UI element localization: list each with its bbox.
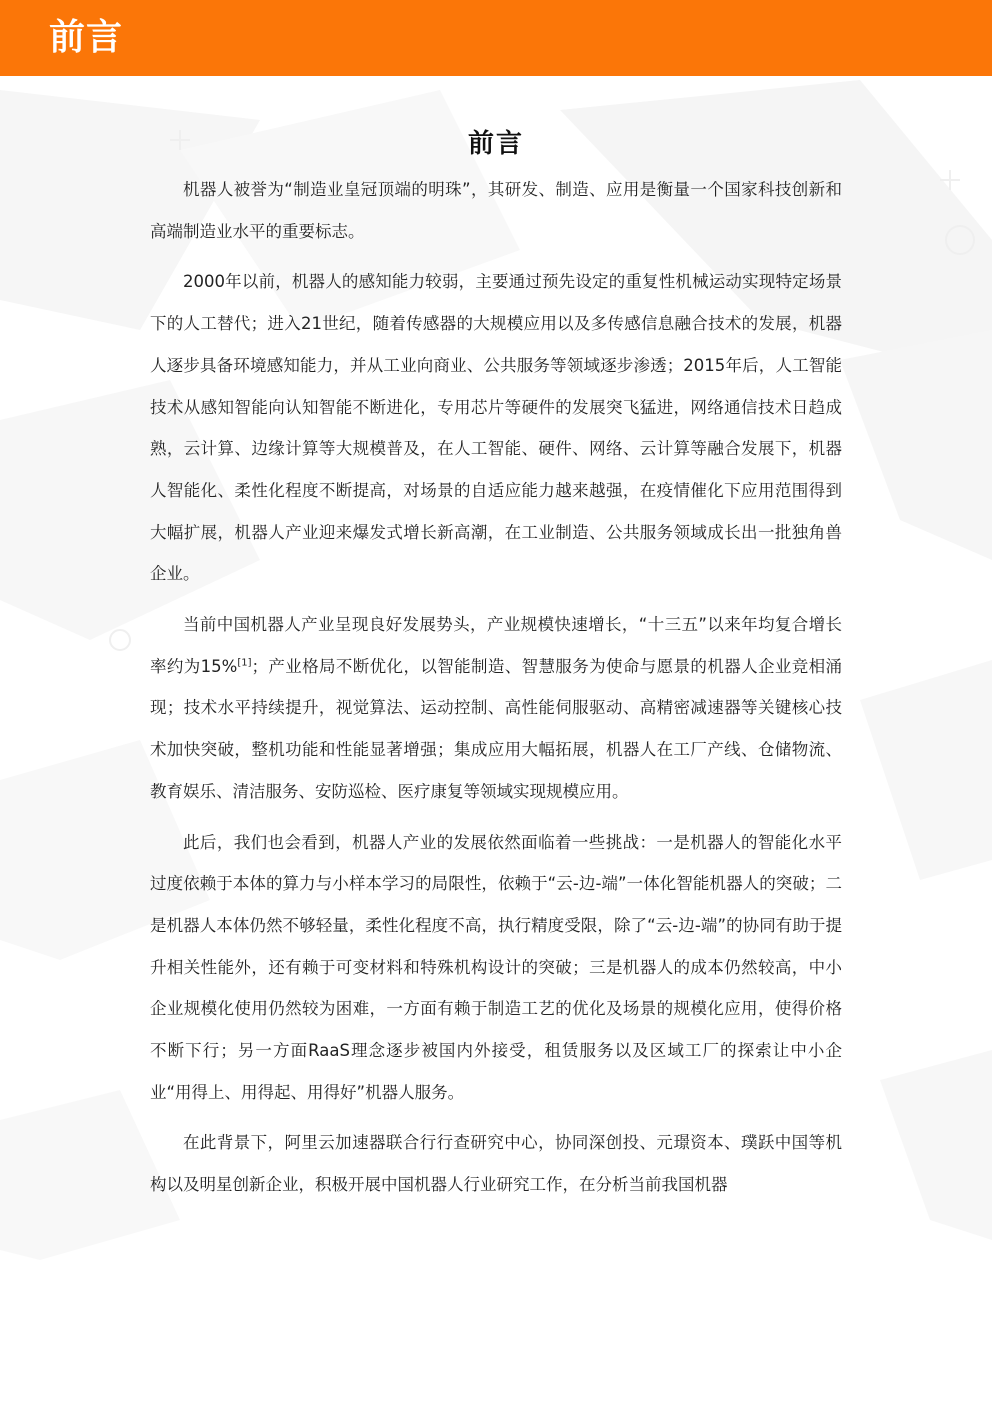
header-title: 前言 [49, 17, 124, 58]
document-title: 前言 [467, 129, 524, 159]
paragraph-background: 在此背景下，阿里云加速器联合行行查研究中心，协同深创投、元璟资本、璞跃中国等机构以及明星创新企业，积极开展中国机器人行业研究工作，在分析当前我国机器 [150, 1133, 842, 1195]
header-bar [0, 0, 992, 76]
paragraph-history: 2000年以前，机器人的感知能力较弱，主要通过预先设定的重复性机械运动实现特定场景下的人工替代；进入21世纪，随着传感器的大规模应用以及多传感信息融合技术的发展，机器人逐步具备环境感知能力，并从工业向商业、公共服务等领域逐步渗透；2015年后，人工智能技术从感知智能向认知智能不断进化，专用芯片等硬件的发展突飞猛进，网络通信技术日趋成熟，云计算、边缘计算等大规模普及，在人工智能、硬件、网络、云计算等融合发展下，机器人智能化、柔性化程度不断提高，对场景的自适应能力越来越强，在疫情催化下应用范围得到大幅扩展，机器人产业迎来爆发式增长新高潮，在工业制造、公共服务领域成长出一批独角兽企业。 [150, 272, 842, 584]
reference-marker: [1] [237, 657, 252, 669]
paragraph-intro: 机器人被誉为“制造业皇冠顶端的明珠”，其研发、制造、应用是衡量一个国家科技创新和高端制造业水平的重要标志。 [150, 180, 842, 241]
document-body [150, 120, 842, 1215]
current-status-text: 当前中国机器人产业呈现良好发展势头，产业规模快速增长，“十三五”以来年均复合增长率约为15% [150, 615, 842, 676]
current-status-text-continued: ；产业格局不断优化，以智能制造、智慧服务为使命与愿景的机器人企业竞相涌现；技术水平持续提升，视觉算法、运动控制、高性能伺服驱动、高精密减速器等关键核心技术加快突破，整机功能和性能显著增强；集成应用大幅拓展，机器人在工厂产线、仓储物流、教育娱乐、清洁服务、安防巡检、医疗康复等领域实现规模应用。 [150, 656, 842, 801]
paragraph-current-status [150, 604, 842, 813]
paragraph-challenges: 此后，我们也会看到，机器人产业的发展依然面临着一些挑战：一是机器人的智能化水平过度依赖于本体的算力与小样本学习的局限性，依赖于“云-边-端”一体化智能机器人的突破；二是机器人本体仍然不够轻量，柔性化程度不高，执行精度受限，除了“云-边-端”的协同有助于提升相关性能外，还有赖于可变材料和特殊机构设计的突破；三是机器人的成本仍然较高，中小企业规模化使用仍然较为困难，一方面有赖于制造工艺的优化及场景的规模化应用，使得价格不断下行；另一方面RaaS理念逐步被国内外接受，租赁服务以及区域工厂的探索让中小企业“用得上、用得起、用得好”机器人服务。 [150, 832, 842, 1102]
